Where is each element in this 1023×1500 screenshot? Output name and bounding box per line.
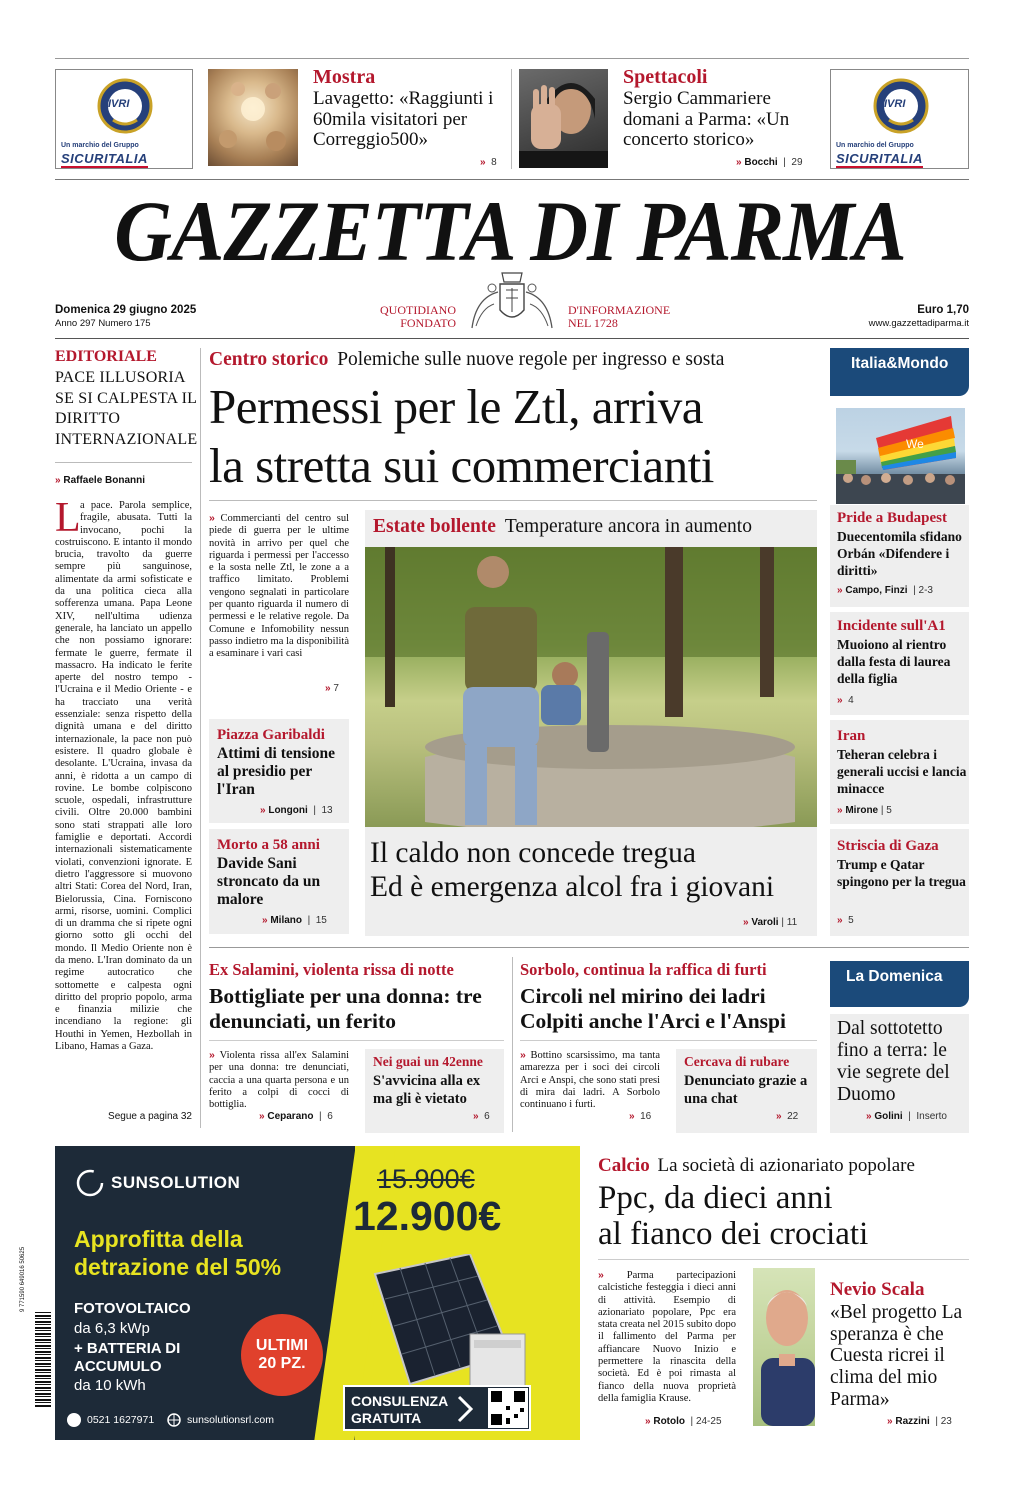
ad-item2-1: + BATTERIA DI	[74, 1340, 181, 1357]
salamini-box-ref: » 6	[473, 1111, 490, 1122]
lead-headline-line2: la stretta sui commercianti	[209, 438, 714, 493]
small1-title: Attimi di tensione al presidio per l'Iran	[217, 745, 335, 798]
ad-headline-2: detrazione del 50%	[74, 1254, 282, 1280]
lead-subkicker: Polemiche sulle nuove regole per ingresso e sosta	[337, 349, 725, 370]
teaser2-kicker: Spettacoli	[623, 66, 708, 88]
sidebar-item-ref: » Mirone | 5	[837, 805, 892, 816]
sidebar-item-kicker: Striscia di Gaza	[837, 838, 939, 854]
calcio-ref: » Rotolo | 24-25	[645, 1416, 722, 1427]
masthead-price: Euro 1,70	[917, 304, 969, 316]
ad-item1: FOTOVOLTAICO	[74, 1300, 191, 1317]
small2-kicker: Morto a 58 anni	[217, 837, 320, 853]
salamini-kicker: Ex Salamini, violenta rissa di notte	[209, 960, 454, 979]
scala-kicker: Nevio Scala	[830, 1279, 925, 1300]
lead-ref: » 7	[325, 683, 339, 694]
lead-headline-line1: Permessi per le Ztl, arriva	[209, 379, 704, 434]
sidebar-item-kicker: Pride a Budapest	[837, 510, 948, 526]
salamini-body: » Violenta rissa all'ex Salamini per una donna: tre denunciati, caccia a una quarta persona e un ferito a colpi di cocci di bottiglia.	[209, 1049, 349, 1111]
ad-cta-line2: GRATUITA	[351, 1410, 422, 1426]
sponsor-brand: SICURITALIA	[836, 151, 923, 166]
barcode	[35, 1312, 51, 1408]
nevio-scala-photo[interactable]	[753, 1268, 815, 1426]
photo-story-headline-line2: Ed è emergenza alcol fra i giovani	[370, 871, 775, 903]
calcio-kicker-row	[598, 1155, 915, 1177]
ad-web[interactable]: sunsolutionsrl.com	[187, 1414, 274, 1426]
small1-kicker: Piazza Garibaldi	[217, 727, 325, 743]
sorbolo-ref: » 16	[629, 1111, 652, 1122]
masthead-tagline-left2: FONDATO	[400, 316, 456, 330]
sorbolo-kicker: Sorbolo, continua la raffica di furti	[520, 960, 767, 979]
ad-item2-sub: da 10 kWh	[74, 1377, 146, 1394]
sidebar-header-la-domenica[interactable]: La Domenica	[830, 961, 969, 1007]
photo-story-headline-line1: Il caldo non concede tregua	[370, 837, 696, 869]
salamini-ref: » Ceparano | 6	[259, 1111, 333, 1122]
sidebar-item-title: Muoiono al rientro dalla festa di laurea della figlia	[837, 637, 951, 686]
salamini-box-kicker: Nei guai un 42enne	[373, 1054, 483, 1069]
editorial-title[interactable]: PACE ILLUSORIA SE SI CALPESTA IL DIRITTO INTERNAZIONALE	[55, 369, 198, 448]
masthead-tagline-right1: D'INFORMAZIONE	[568, 303, 671, 317]
ivri-emblem-text: IVRI	[884, 98, 906, 110]
small1-ref: » Longoni | 13	[260, 805, 333, 816]
ivri-emblem-text: IVRI	[108, 98, 130, 110]
ad-brand: SUNSOLUTION	[111, 1173, 241, 1192]
coat-of-arms-icon	[462, 268, 562, 338]
calcio-headline[interactable]	[598, 1180, 968, 1252]
ad-old-price: 15.900€	[377, 1164, 475, 1194]
salamini-box-title: S'avvicina alla ex ma gli è vietato	[373, 1073, 481, 1107]
teaser1-kicker: Mostra	[313, 66, 376, 88]
phone-icon	[67, 1413, 81, 1427]
ad-headline-1: Approfitta della	[74, 1226, 243, 1252]
editorial-body: a pace. Parola semplice, fragile, abusata. Tutti la invocano, pochi la costruiscono. E intanto il mondo brucia, travolto da guerre sempre più sanguinose, alimentate da armi sofisticate e da una politica cieca alla sofferenza umana. Papa Leone XIV, nell'ultima udienza generale, ha lanciato un appello che non possiamo ignorare: fermate le guerre, fermate il massacro. Ha indicato le ferite aperte del nostro tempo - l'Ucraina e il Medio Oriente - e ha tracciato una verità essenziale: senza rispetto della dignità umana e del diritto internazionale, la pace non può esistere. Il quadro globale è desolante. L'Ucraina, invasa da anni, è ridotta a un campo di rovine. Le bombe colpiscono scuole, ospedali, infrastrutture civili. Oltre 20.000 bambini sono stati strappati alle loro famiglie e deportati. Accordi internazionali sistematicamente violati, convenzioni ignorate. E dietro l'aggressore si muovono altri Stati: Corea del Nord, Iran, Bielorussia, Cina. Forniscono armi, risorse, uomini. Complici di un dramma che si ripete ogni giorno sotto gli occhi del mondo. Il Medio Oriente non è da meno. L'Iran dominato da un regime autocratico che sottomette e calpesta ogni diritto del proprio popolo, arma e finanzia milizie che incendiano la regione: gli Houthi in Yemen, Hezbollah in Libano, Hamas a Gaza.	[55, 500, 192, 1053]
masthead-title[interactable]: GAZZETTA DI PARMA	[114, 183, 906, 279]
chevron-right-icon	[457, 1395, 473, 1423]
qr-code-icon	[488, 1388, 528, 1428]
globe-icon	[167, 1413, 181, 1427]
scala-quote[interactable]: «Bel progetto La speranza è che Cuesta ricrei il clima del mio Parma»	[830, 1302, 963, 1410]
sidebar-item-ref: » 5	[837, 915, 854, 926]
sorbolo-box-kicker: Cercava di rubare	[684, 1054, 790, 1069]
solar-panel-icon	[360, 1254, 530, 1394]
sidebar-item-ref: » 4	[837, 695, 854, 706]
teaser1-ref: » 8	[480, 157, 497, 168]
scala-ref: » Razzini | 23	[887, 1416, 952, 1427]
sorbolo-box-title: Denunciato grazie a una chat	[684, 1073, 808, 1107]
ad-badge-line2: 20 PZ.	[258, 1355, 306, 1372]
teaser-fresco-photo[interactable]	[208, 69, 298, 166]
lead-kicker-row	[209, 349, 724, 371]
sunsolution-logo-icon	[75, 1168, 105, 1198]
teaser2-ref: » Bocchi | 29	[736, 157, 803, 168]
lead-headline[interactable]	[209, 377, 819, 495]
sponsor-brand: SICURITALIA	[61, 151, 148, 166]
teaser2-text[interactable]: Sergio Cammariere domani a Parma: «Un concerto storico»	[623, 88, 790, 150]
small2-title: Davide Sani stroncato da un malore	[217, 855, 321, 908]
sorbolo-body: » Bottino scarsissimo, ma tanta amarezza per i soci dei circoli Arci e Anspi, che sono stati presi di mira dai ladri. A Sorbolo continuano i furti.	[520, 1049, 660, 1111]
fountain-photo[interactable]	[365, 547, 817, 827]
ad-new-price: 12.900€	[353, 1193, 502, 1239]
sorbolo-headline[interactable]: Circoli nel mirino dei ladri Colpiti anche l'Arci e l'Anspi	[520, 984, 786, 1033]
editorial-dropcap: L	[55, 495, 81, 541]
lead-kicker: Centro storico	[209, 349, 329, 370]
editorial-kicker: EDITORIALE	[55, 348, 157, 365]
sidebar-item-title: Teheran celebra i generali uccisi e lancia minacce	[837, 747, 967, 796]
masthead-date: Domenica 29 giugno 2025	[55, 304, 197, 316]
calcio-body: » Parma partecipazioni calcistiche festeggia i dieci anni di attività. Esempio di azionariato popolare, Ppc era stata creata nel 2015 subito dopo il fallimento del Parma per affiancare Nuovo Inizio e permettere la rinascita della società. Ed è poi rimasta al fianco della nuova proprietà della famiglia Krause.	[598, 1269, 737, 1404]
pride-flag-text: We	[906, 437, 924, 451]
domenica-title: Dal sottotetto fino a terra: le vie segrete del Duomo	[837, 1018, 950, 1105]
barcode-text: 9 771590 649016 50625	[20, 1246, 26, 1312]
ad-item2-2: ACCUMULO	[74, 1358, 162, 1375]
sidebar-item-title: Trump e Qatar spingono per la tregua	[837, 857, 966, 889]
ad-cta-line1: CONSULENZA	[351, 1393, 449, 1409]
editorial-author: » Raffaele Bonanni	[55, 475, 146, 486]
ad-badge-line1: ULTIMI	[255, 1337, 309, 1354]
sidebar-item-ref: » Campo, Finzi | 2-3	[837, 585, 933, 596]
photo-story-ref: » Varoli | 11	[743, 917, 798, 928]
photo-story-kicker-row	[373, 516, 752, 538]
ad-phone[interactable]: 0521 1627971	[87, 1414, 155, 1426]
sponsor-small: Un marchio del Gruppo	[836, 142, 914, 149]
masthead-tagline-left1: QUOTIDIANO	[380, 303, 456, 317]
masthead-website[interactable]: www.gazzettadiparma.it	[868, 318, 969, 329]
sponsor-logo-left[interactable]	[55, 69, 193, 169]
sidebar-item-kicker: Iran	[837, 728, 866, 744]
calcio-subkicker: La società di azionariato popolare	[657, 1155, 915, 1176]
teaser-cammariere-photo[interactable]	[519, 69, 608, 168]
photo-story-subkicker: Temperature ancora in aumento	[504, 516, 752, 537]
sponsor-small: Un marchio del Gruppo	[61, 142, 139, 149]
sponsor-logo-right[interactable]	[830, 69, 969, 169]
masthead-issue: Anno 297 Numero 175	[55, 318, 151, 329]
photo-story-kicker: Estate bollente	[373, 516, 496, 537]
sorbolo-box-ref: » 22	[776, 1111, 799, 1122]
sunsolution-ad[interactable]	[55, 1146, 580, 1440]
sidebar-item-title: Duecentomila sfidano Orbán «Difendere i diritti»	[837, 529, 962, 578]
calcio-headline-line1: Ppc, da dieci anni	[598, 1180, 833, 1216]
editorial-continue[interactable]: Segue a pagina 32	[108, 1111, 192, 1122]
lead-body: » Commercianti del centro sul piede di guerra per le ultime novità in arrivo per quel che riguarda i permessi per l'accesso e la sosta nelle Ztl, le zone a a traffico limitato. Problemi vengono segnalati in particolare per quanto riguarda il numero di permessi e le relative regole. Da Comune e Infomobility nessun passo indietro ma la disponibilità a esaminare i vari casi	[209, 512, 350, 660]
ad-badge	[241, 1314, 323, 1396]
calcio-kicker: Calcio	[598, 1155, 650, 1176]
pride-budapest-photo[interactable]	[836, 408, 965, 504]
small2-ref: » Milano | 15	[262, 915, 327, 926]
calcio-headline-line2: al fianco dei crociati	[598, 1216, 869, 1252]
teaser1-text[interactable]: Lavagetto: «Raggiunti i 60mila visitatori per Correggio500»	[313, 88, 494, 150]
salamini-headline[interactable]: Bottigliate per una donna: tre denunciati, un ferito	[209, 984, 482, 1033]
sidebar-header-italia-mondo[interactable]: Italia&Mondo	[830, 348, 969, 396]
domenica-ref: » Golini | Inserto	[866, 1111, 947, 1122]
masthead-tagline-right2: NEL 1728	[568, 316, 618, 330]
sidebar-item-kicker: Incidente sull'A1	[837, 618, 946, 634]
ad-item1-sub: da 6,3 kWp	[74, 1320, 150, 1337]
photo-story-headline[interactable]	[370, 836, 815, 904]
